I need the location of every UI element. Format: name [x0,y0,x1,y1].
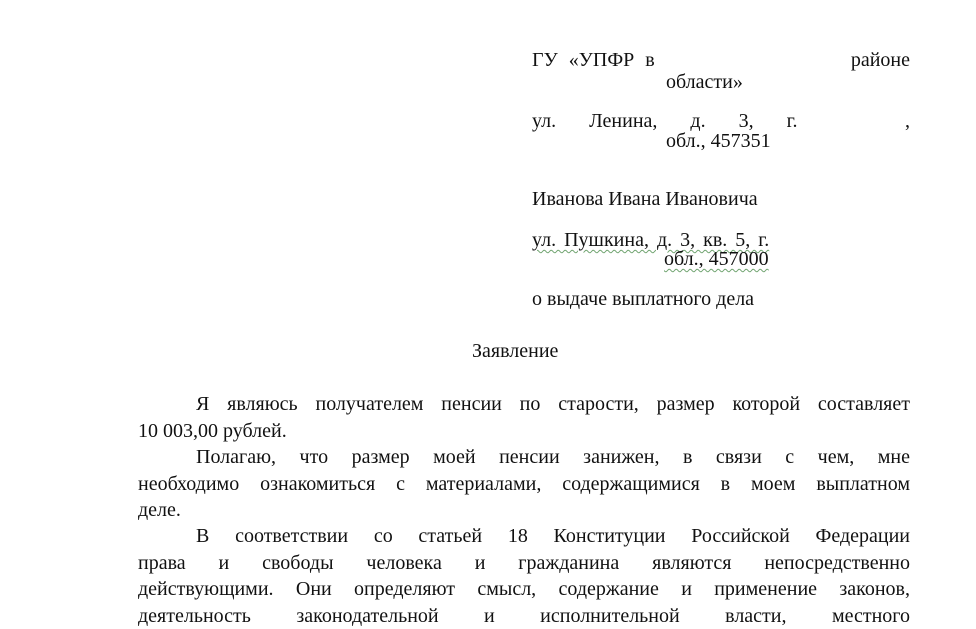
document-title: Заявление [472,339,558,363]
paragraph-3-line-1: В соответствии со статьей 18 Конституции Российской Федерации [138,523,910,550]
recipient-address-comma: , [905,109,910,133]
recipient-line1 [532,48,910,72]
paragraph-3-line-3: действующими. Они определяют смысл, содержание и применение законов, [138,576,910,603]
paragraph-3-line-4: деятельность законодательной и исполнительной власти, местного [138,603,910,629]
paragraph-2 [138,444,910,524]
paragraph-1-line-2: 10 003,00 рублей. [138,418,910,445]
recipient-address-text: ул. Ленина, д. 3, г. [532,109,798,133]
paragraph-1-line-1: Я являюсь получателем пенсии по старости, размер которой составляет [138,391,910,418]
recipient-address-line2: обл., 457351 [666,129,771,153]
paragraph-1 [138,391,910,444]
sender-name: Иванова Ивана Ивановича [532,187,758,211]
paragraph-2-line-3: деле. [138,497,910,524]
paragraph-3 [138,523,910,629]
subject-line: о выдаче выплатного дела [532,287,754,311]
paragraph-2-line-2: необходимо ознакомиться с материалами, содержащимися в моем выплатном [138,471,910,498]
recipient-line2: области» [666,70,743,94]
recipient-org-right: районе [851,48,910,72]
sender-address-line2: обл., 457000 [664,247,769,271]
sender-address-line1: ул. Пушкина, д. 3, кв. 5, г. [532,228,769,252]
paragraph-2-line-1: Полагаю, что размер моей пенсии занижен, в связи с чем, мне [138,444,910,471]
recipient-org-left: ГУ «УПФР в [532,48,655,72]
paragraph-3-line-2: права и свободы человека и гражданина являются непосредственно [138,550,910,577]
